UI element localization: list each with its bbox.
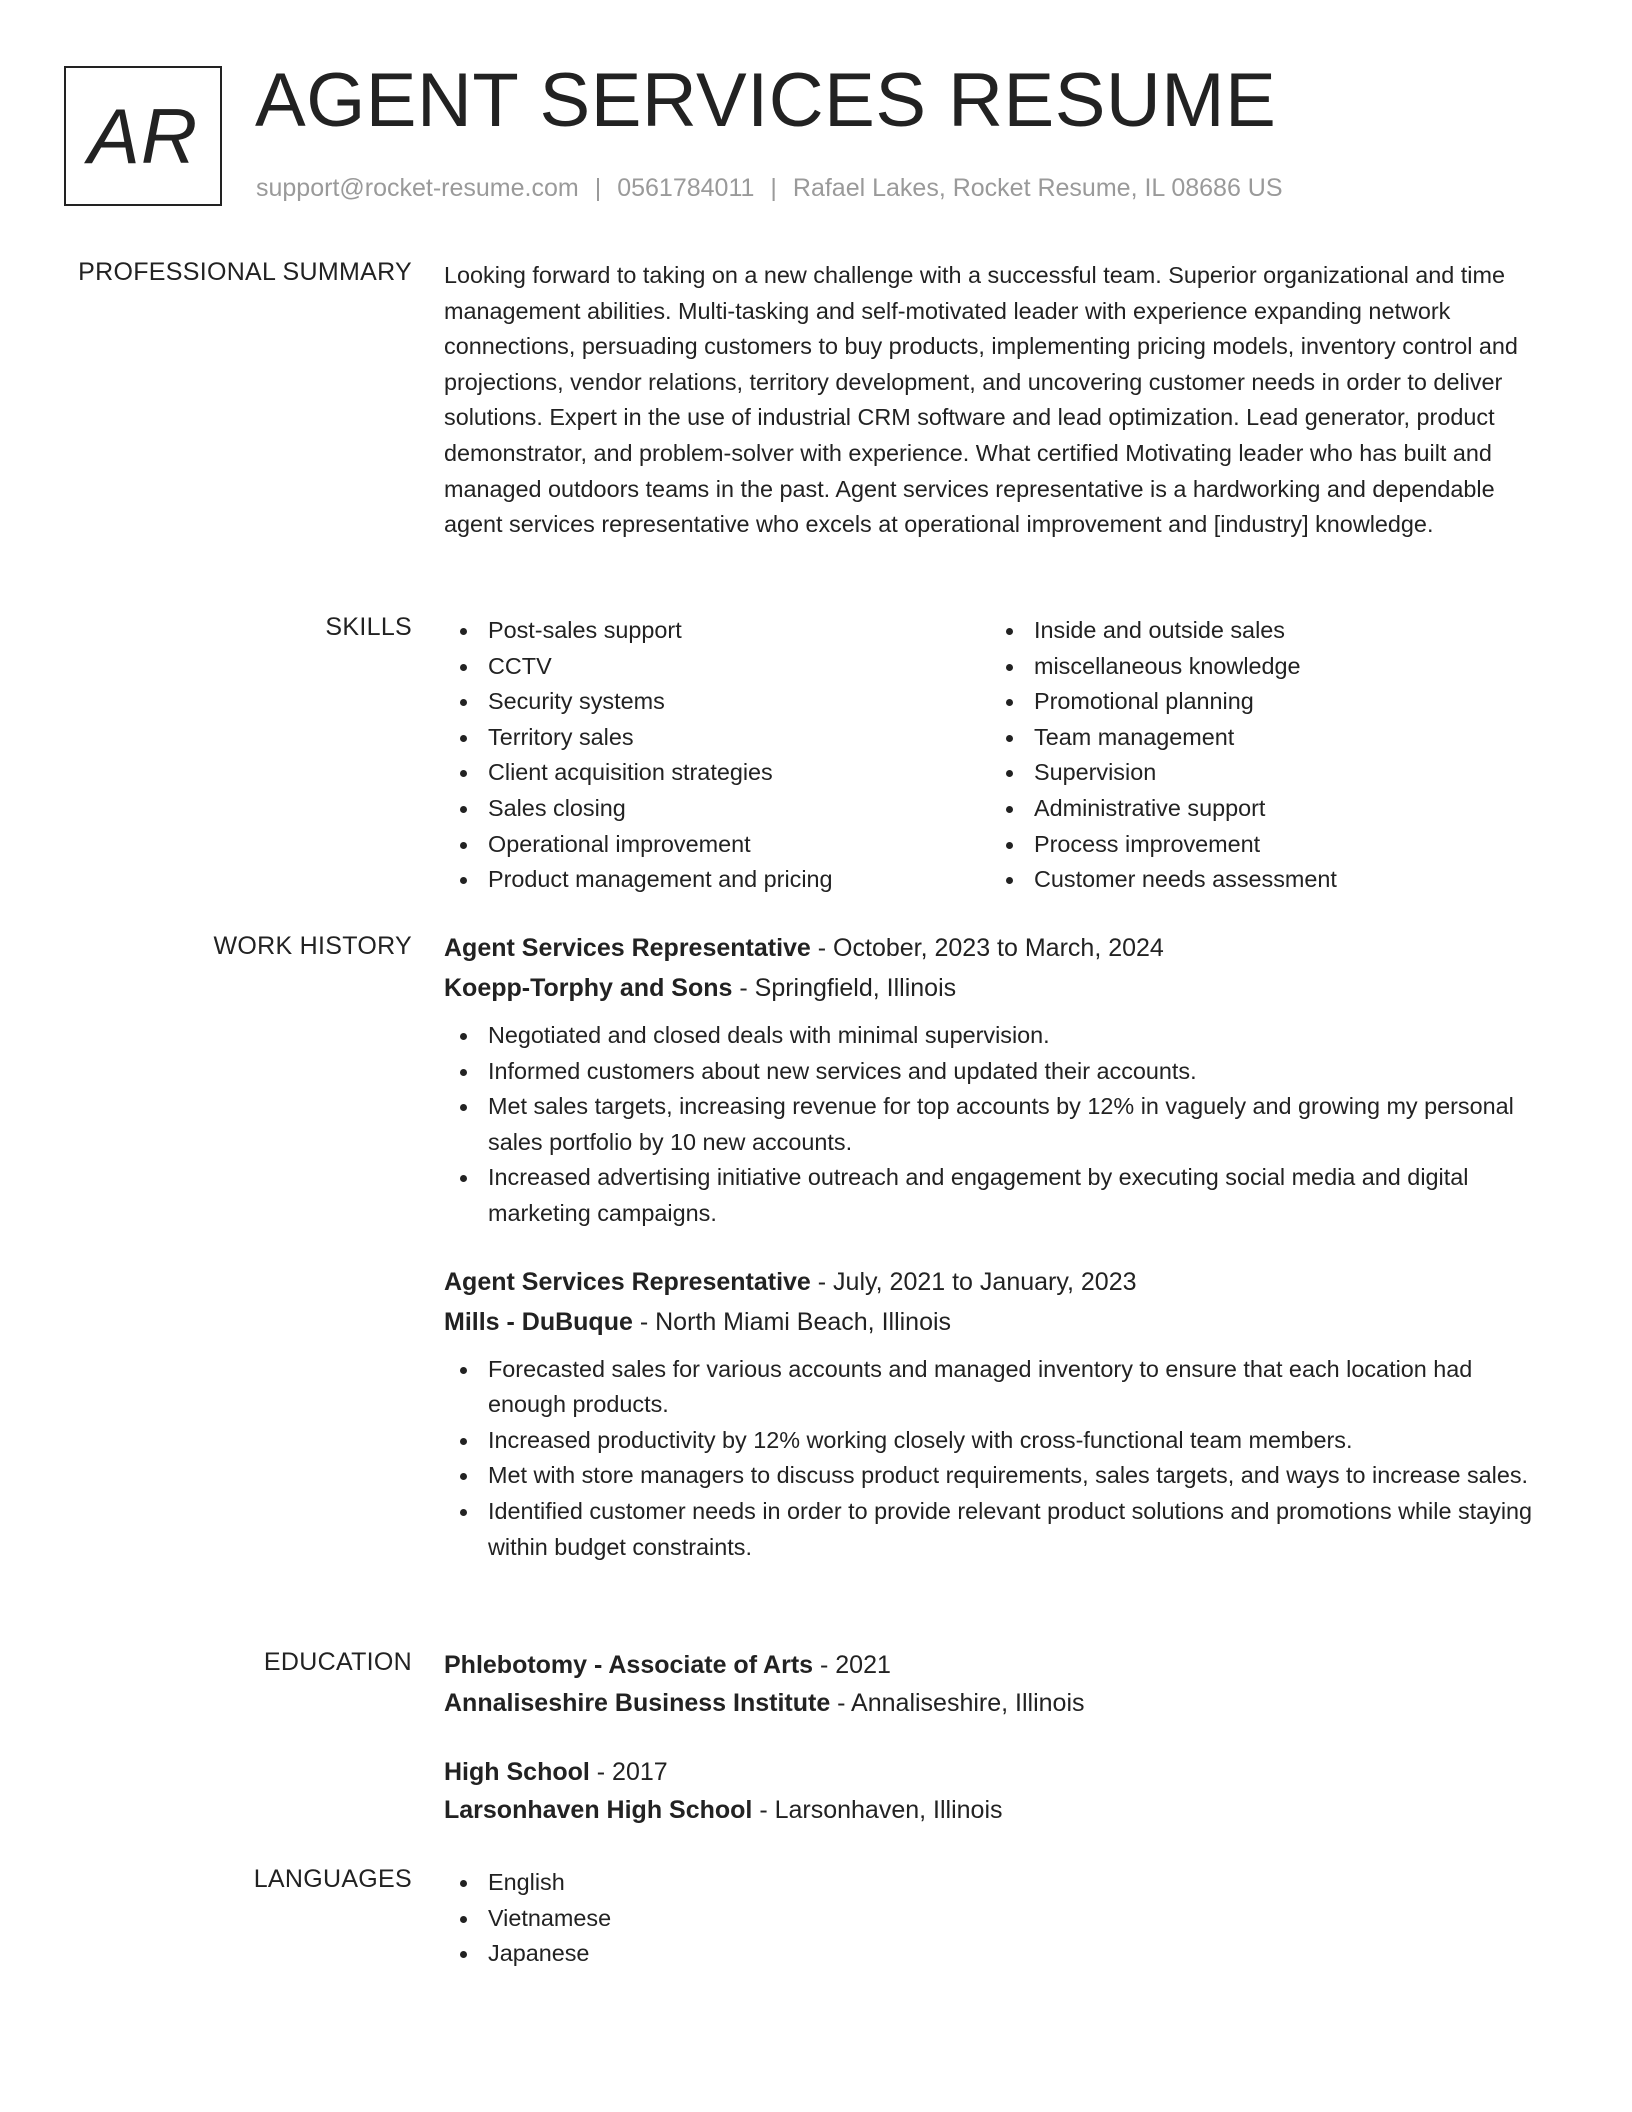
- page-title: AGENT SERVICES RESUME: [255, 58, 1277, 143]
- education-school-line: [444, 1684, 1552, 1722]
- education-year: - 2017: [589, 1758, 668, 1786]
- languages-list: [444, 1865, 1552, 1972]
- contact-phone[interactable]: 0561784011: [617, 174, 755, 202]
- job-bullets: [444, 1352, 1552, 1566]
- skill-item: CCTV: [444, 649, 990, 685]
- section-label-skills: SKILLS: [325, 613, 412, 641]
- section-label-languages: LANGUAGES: [253, 1865, 412, 1893]
- education-school: Larsonhaven High School: [444, 1796, 753, 1824]
- job-bullet: Increased productivity by 12% working closely with cross-functional team members.: [444, 1423, 1552, 1459]
- monogram-badge: AR: [64, 66, 222, 206]
- contact-separator: |: [770, 174, 777, 202]
- job-company-line: [444, 968, 1552, 1008]
- education-degree-line: [444, 1646, 1552, 1684]
- skill-item: Post-sales support: [444, 613, 990, 649]
- job-bullet: Informed customers about new services and updated their accounts.: [444, 1054, 1552, 1090]
- job-bullet: Met with store managers to discuss product requirements, sales targets, and ways to increase sales.: [444, 1458, 1552, 1494]
- skill-item: Promotional planning: [990, 684, 1536, 720]
- section-label-summary: PROFESSIONAL SUMMARY: [78, 258, 412, 286]
- skill-item: Territory sales: [444, 720, 990, 756]
- job-company: Koepp-Torphy and Sons: [444, 974, 733, 1002]
- education-entry: [444, 1646, 1552, 1722]
- skills-body: [444, 613, 1552, 898]
- languages-body: [444, 1865, 1552, 1972]
- skill-item: Sales closing: [444, 791, 990, 827]
- job-bullet: Forecasted sales for various accounts and managed inventory to ensure that each location had enough products.: [444, 1352, 1552, 1423]
- contact-address: Rafael Lakes, Rocket Resume, IL 08686 US: [792, 174, 1283, 202]
- job-title: Agent Services Representative: [444, 1267, 811, 1296]
- summary-text: Looking forward to taking on a new challenge with a successful team. Superior organizational and time management abilities. Multi-tasking and self-motivated leader with experience expanding network connections, persuading customers to buy products, implementing pricing models, inventory control and projections, vendor relations, territory development, and uncovering customer needs in order to deliver solutions. Expert in the use of industrial CRM software and lead optimization. Lead generator, product demonstrator, and problem-solver with experience. What certified Motivating leader who has built and managed outdoors teams in the past. Agent services representative is a hardworking and dependable agent services representative who excels at operational improvement and [industry] knowledge.: [444, 262, 1518, 538]
- job-bullet: Increased advertising initiative outreach and engagement by executing social media and digital marketing campaigns.: [444, 1160, 1552, 1231]
- section-label-work: WORK HISTORY: [213, 932, 412, 960]
- skill-item: Team management: [990, 720, 1536, 756]
- job-location: - Springfield, Illinois: [732, 974, 957, 1002]
- contact-line: [256, 174, 1283, 203]
- work-body: [444, 928, 1552, 1565]
- skill-item: Supervision: [990, 755, 1536, 791]
- skill-item: Security systems: [444, 684, 990, 720]
- education-school: Annaliseshire Business Institute: [444, 1689, 831, 1717]
- job-location: - North Miami Beach, Illinois: [632, 1307, 952, 1336]
- job-title-line: [444, 928, 1552, 968]
- skill-item: Administrative support: [990, 791, 1536, 827]
- education-degree: Phlebotomy - Associate of Arts: [444, 1651, 814, 1679]
- education-location: - Annaliseshire, Illinois: [830, 1689, 1085, 1717]
- language-item: Vietnamese: [444, 1901, 1552, 1937]
- education-degree: High School: [444, 1758, 590, 1786]
- skills-list-right: [990, 613, 1536, 898]
- skill-item: Inside and outside sales: [990, 613, 1536, 649]
- skills-list-left: [444, 613, 990, 898]
- job-dates: - October, 2023 to March, 2024: [810, 934, 1164, 962]
- job-bullet: Met sales targets, increasing revenue for top accounts by 12% in vaguely and growing my personal sales portfolio by 10 new accounts.: [444, 1089, 1552, 1160]
- job-company-line: [444, 1302, 1552, 1342]
- contact-email[interactable]: support@rocket-resume.com: [256, 174, 579, 202]
- job-bullets: [444, 1018, 1552, 1232]
- contact-separator: |: [594, 174, 602, 202]
- skill-item: Operational improvement: [444, 827, 990, 863]
- job-bullet: Identified customer needs in order to provide relevant product solutions and promotions while staying within budget constraints.: [444, 1494, 1552, 1565]
- language-item: Japanese: [444, 1936, 1552, 1972]
- job-title: Agent Services Representative: [444, 934, 811, 962]
- skill-item: miscellaneous knowledge: [990, 649, 1536, 685]
- job-dates: - July, 2021 to January, 2023: [810, 1267, 1137, 1296]
- summary-body: [444, 258, 1552, 543]
- job-bullet: Negotiated and closed deals with minimal supervision.: [444, 1018, 1552, 1054]
- education-body: [444, 1646, 1552, 1829]
- education-year: - 2021: [813, 1651, 891, 1679]
- education-location: - Larsonhaven, Illinois: [752, 1796, 1003, 1824]
- job-title-line: [444, 1262, 1552, 1302]
- skill-item: Client acquisition strategies: [444, 755, 990, 791]
- skill-item: Process improvement: [990, 827, 1536, 863]
- job-entry: [444, 928, 1552, 1232]
- skill-item: Product management and pricing: [444, 862, 990, 898]
- section-label-education: EDUCATION: [263, 1648, 412, 1676]
- skill-item: Customer needs assessment: [990, 862, 1536, 898]
- job-entry: [444, 1262, 1552, 1566]
- education-school-line: [444, 1791, 1552, 1829]
- language-item: English: [444, 1865, 1552, 1901]
- education-entry: [444, 1753, 1552, 1829]
- job-company: Mills - DuBuque: [444, 1307, 633, 1336]
- education-degree-line: [444, 1753, 1552, 1791]
